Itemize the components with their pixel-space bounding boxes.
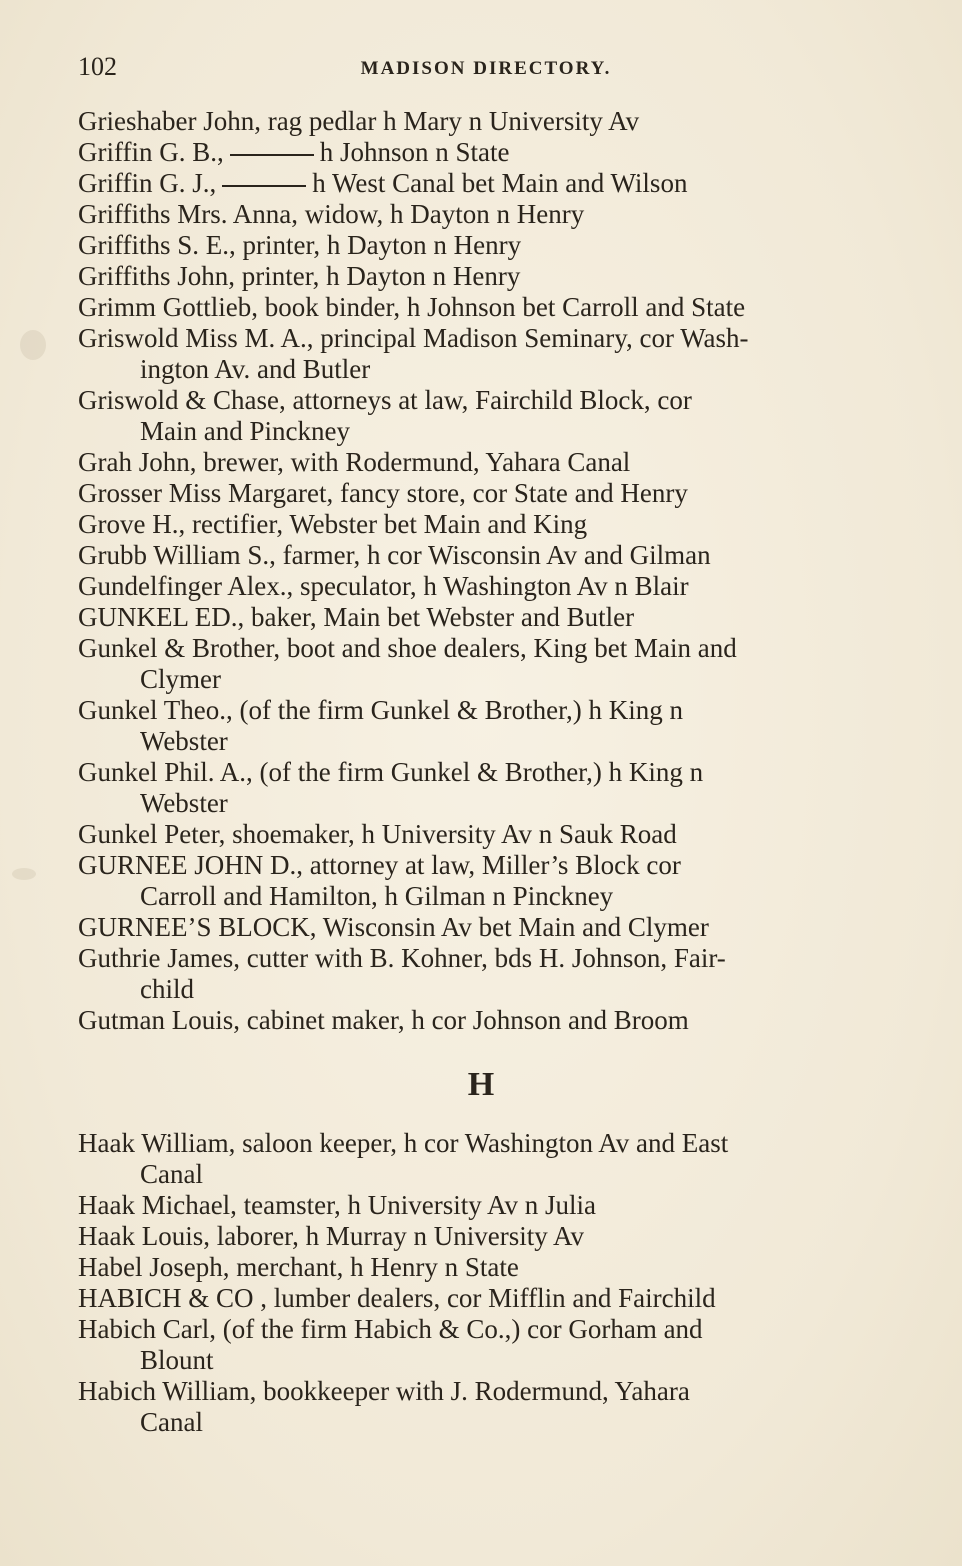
directory-entry — [78, 602, 894, 633]
entry-continuation: Main and Pinckney — [140, 416, 350, 446]
entry-text: Gunkel Peter, shoemaker, h University Av n Sauk Road — [78, 819, 677, 849]
entry-text: Habich Carl, (of the firm Habich & Co.,) cor Gorham and — [78, 1314, 703, 1344]
dash-rule — [230, 154, 314, 156]
paper-stain — [20, 330, 46, 360]
entry-continuation: Webster — [140, 726, 228, 756]
directory-entry — [78, 509, 894, 540]
directory-entry — [78, 106, 894, 137]
entry-continuation: ington Av. and Butler — [140, 354, 371, 384]
entry-text: Griswold & Chase, attorneys at law, Fairchild Block, cor — [78, 385, 692, 415]
directory-entry — [78, 261, 894, 292]
directory-entry — [78, 168, 894, 199]
directory-entry — [78, 292, 894, 323]
entry-continuation: Canal — [140, 1407, 203, 1437]
section-heading-h: H — [467, 1066, 495, 1103]
directory-entries-g — [78, 106, 894, 1036]
directory-entry — [78, 478, 894, 509]
directory-entries-h — [78, 1128, 894, 1438]
entry-address: h Johnson n State — [319, 137, 510, 167]
directory-entry — [78, 1128, 894, 1190]
entry-text: Haak William, saloon keeper, h cor Washington Av and East — [78, 1128, 729, 1158]
directory-entry — [78, 447, 894, 478]
entry-text: Guthrie James, cutter with B. Kohner, bds H. Johnson, Fair- — [78, 943, 726, 973]
paper-stain — [12, 868, 36, 880]
page-number: 102 — [78, 52, 117, 81]
entry-text: Haak Michael, teamster, h University Av n Julia — [78, 1190, 597, 1220]
directory-entry — [78, 1190, 894, 1221]
entry-continuation: Blount — [140, 1345, 214, 1375]
directory-entry — [78, 695, 894, 757]
entry-name: Griffin G. J., — [78, 168, 217, 198]
directory-entry — [78, 757, 894, 819]
directory-entry — [78, 912, 894, 943]
entry-text: Griffiths S. E., printer, h Dayton n Henry — [78, 230, 522, 260]
entry-text: Griffiths Mrs. Anna, widow, h Dayton n Henry — [78, 199, 585, 229]
entry-continuation: Clymer — [140, 664, 221, 694]
directory-entry — [78, 1252, 894, 1283]
directory-entry — [78, 323, 894, 385]
entry-continuation: Carroll and Hamilton, h Gilman n Pinckney — [140, 881, 614, 911]
entry-text: GURNEE’S BLOCK, Wisconsin Av bet Main and Clymer — [78, 912, 709, 942]
directory-entry — [78, 850, 894, 912]
directory-entry — [78, 819, 894, 850]
entry-name: Griffin G. B., — [78, 137, 224, 167]
directory-entry — [78, 1005, 894, 1036]
entry-text: GURNEE JOHN D., attorney at law, Miller’s Block cor — [78, 850, 681, 880]
entry-text: Griffiths John, printer, h Dayton n Henry — [78, 261, 521, 291]
directory-entry — [78, 199, 894, 230]
page-header — [78, 52, 894, 88]
entry-text: Grubb William S., farmer, h cor Wisconsin Av and Gilman — [78, 540, 711, 570]
directory-entry — [78, 571, 894, 602]
entry-text: Haak Louis, laborer, h Murray n University Av — [78, 1221, 585, 1251]
entry-text: Gutman Louis, cabinet maker, h cor Johnson and Broom — [78, 1005, 689, 1035]
entry-text: Gunkel Phil. A., (of the firm Gunkel & Brother,) h King n — [78, 757, 704, 787]
entry-text: GUNKEL ED., baker, Main bet Webster and Butler — [78, 602, 635, 632]
entry-text: Habich William, bookkeeper with J. Rodermund, Yahara — [78, 1376, 690, 1406]
entry-text: Gundelfinger Alex., speculator, h Washington Av n Blair — [78, 571, 689, 601]
directory-entry — [78, 137, 894, 168]
directory-entry — [78, 230, 894, 261]
entry-text: Grove H., rectifier, Webster bet Main and King — [78, 509, 588, 539]
entry-continuation: Canal — [140, 1159, 203, 1189]
directory-entry — [78, 540, 894, 571]
entry-text: Griswold Miss M. A., principal Madison Seminary, cor Wash- — [78, 323, 749, 353]
dash-rule — [222, 185, 306, 187]
entry-continuation: Webster — [140, 788, 228, 818]
directory-entry — [78, 1221, 894, 1252]
directory-entry — [78, 385, 894, 447]
directory-entry — [78, 1314, 894, 1376]
entry-text: Habel Joseph, merchant, h Henry n State — [78, 1252, 519, 1282]
entry-text: Grimm Gottlieb, book binder, h Johnson bet Carroll and State — [78, 292, 746, 322]
entry-text: HABICH & CO , lumber dealers, cor Mifflin and Fairchild — [78, 1283, 716, 1313]
entry-text: Gunkel & Brother, boot and shoe dealers, King bet Main and — [78, 633, 737, 663]
entry-text: Grah John, brewer, with Rodermund, Yahara Canal — [78, 447, 631, 477]
directory-entry — [78, 1283, 894, 1314]
running-title: MADISON DIRECTORY. — [360, 58, 612, 79]
entry-address: h West Canal bet Main and Wilson — [312, 168, 688, 198]
entry-continuation: child — [140, 974, 194, 1004]
directory-entry — [78, 633, 894, 695]
entry-text: Grieshaber John, rag pedlar h Mary n University Av — [78, 106, 640, 136]
entry-text: Grosser Miss Margaret, fancy store, cor State and Henry — [78, 478, 688, 508]
entry-text: Gunkel Theo., (of the firm Gunkel & Brother,) h King n — [78, 695, 684, 725]
directory-entry — [78, 1376, 894, 1438]
directory-entry — [78, 943, 894, 1005]
